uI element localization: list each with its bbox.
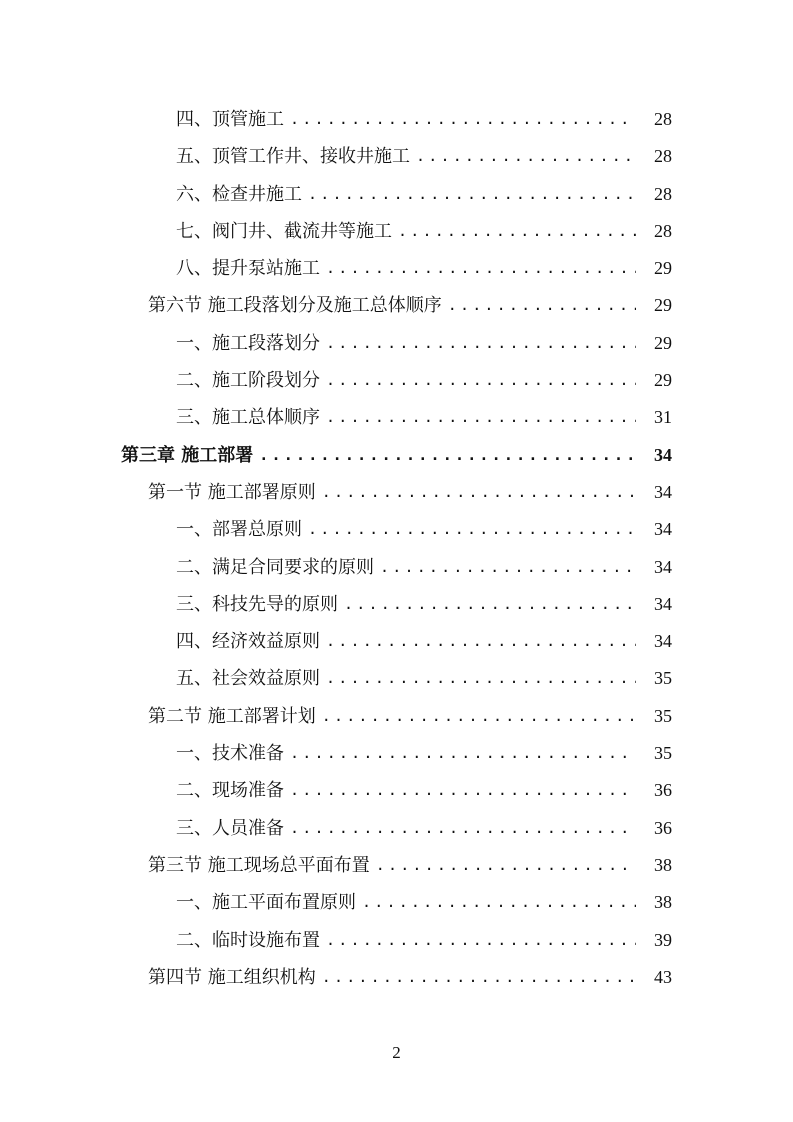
toc-dot-leader: [290, 772, 636, 809]
page-number: 2: [392, 1043, 401, 1062]
toc-entry-title: 第四节 施工组织机构: [148, 966, 316, 988]
toc-entry-title: 三、人员准备: [176, 817, 284, 839]
toc-entry-page: 29: [654, 295, 672, 316]
toc-entry-title: 四、经济效益原则: [176, 631, 320, 653]
toc-entry-page: 38: [654, 892, 672, 913]
toc-entry[interactable]: [0, 437, 793, 474]
toc-entry[interactable]: [0, 922, 793, 959]
toc-entry-page: 28: [654, 183, 672, 204]
toc-entry-title: 三、施工总体顺序: [176, 407, 320, 429]
toc-dot-leader: [448, 287, 636, 324]
toc-dot-leader: [326, 250, 636, 287]
toc-entry-page: 34: [654, 631, 672, 652]
toc-entry[interactable]: [0, 176, 793, 213]
toc-entry-page: 29: [654, 332, 672, 353]
table-of-contents: [0, 101, 793, 996]
toc-dot-leader: [322, 959, 636, 996]
toc-dot-leader: [322, 474, 636, 511]
toc-entry-page: 36: [654, 780, 672, 801]
toc-entry[interactable]: [0, 474, 793, 511]
toc-entry-title: 一、部署总原则: [176, 519, 302, 541]
toc-dot-leader: [290, 735, 636, 772]
toc-dot-leader: [344, 586, 636, 623]
toc-entry-title: 七、阀门井、截流井等施工: [176, 220, 392, 242]
toc-entry-page: 31: [654, 407, 672, 428]
toc-dot-leader: [398, 213, 636, 250]
toc-entry-title: 一、技术准备: [176, 743, 284, 765]
toc-entry-title: 第三节 施工现场总平面布置: [148, 854, 370, 876]
toc-entry[interactable]: [0, 101, 793, 138]
toc-entry[interactable]: [0, 810, 793, 847]
toc-dot-leader: [326, 660, 636, 697]
toc-entry[interactable]: [0, 735, 793, 772]
toc-entry-page: 34: [654, 481, 672, 502]
toc-entry-page: 29: [654, 370, 672, 391]
toc-entry-page: 34: [654, 519, 672, 540]
toc-entry-title: 八、提升泵站施工: [176, 258, 320, 280]
toc-entry[interactable]: [0, 884, 793, 921]
toc-entry-title: 第三章 施工部署: [121, 444, 254, 466]
toc-dot-leader: [322, 698, 636, 735]
toc-entry[interactable]: [0, 213, 793, 250]
toc-entry[interactable]: [0, 586, 793, 623]
toc-entry-title: 五、社会效益原则: [176, 668, 320, 690]
toc-dot-leader: [326, 623, 636, 660]
toc-entry-title: 第六节 施工段落划分及施工总体顺序: [148, 295, 442, 317]
toc-entry-page: 35: [654, 743, 672, 764]
toc-entry-page: 34: [654, 593, 672, 614]
toc-dot-leader: [290, 101, 636, 138]
toc-entry-title: 四、顶管施工: [176, 109, 284, 130]
toc-entry[interactable]: [0, 138, 793, 175]
toc-entry[interactable]: [0, 511, 793, 548]
toc-entry-title: 第一节 施工部署原则: [148, 481, 316, 503]
toc-dot-leader: [326, 399, 636, 436]
toc-dot-leader: [259, 437, 636, 474]
toc-entry[interactable]: [0, 549, 793, 586]
toc-entry-page: 39: [654, 929, 672, 950]
toc-entry-title: 二、临时设施布置: [176, 929, 320, 951]
toc-entry[interactable]: [0, 287, 793, 324]
toc-entry[interactable]: [0, 623, 793, 660]
toc-entry-title: 一、施工平面布置原则: [176, 892, 356, 914]
toc-entry-title: 二、施工阶段划分: [176, 370, 320, 392]
toc-dot-leader: [416, 138, 636, 175]
toc-dot-leader: [290, 810, 636, 847]
toc-dot-leader: [380, 549, 636, 586]
toc-entry-title: 五、顶管工作井、接收井施工: [176, 146, 410, 168]
toc-entry[interactable]: [0, 772, 793, 809]
toc-entry[interactable]: [0, 660, 793, 697]
toc-entry-page: 36: [654, 817, 672, 838]
toc-entry-page: 35: [654, 668, 672, 689]
toc-entry-title: 一、施工段落划分: [176, 332, 320, 354]
toc-entry[interactable]: [0, 362, 793, 399]
toc-dot-leader: [326, 325, 636, 362]
toc-entry-title: 六、检查井施工: [176, 183, 302, 205]
toc-dot-leader: [362, 884, 636, 921]
toc-entry-page: 43: [654, 966, 672, 987]
toc-entry-page: 34: [654, 444, 672, 465]
toc-dot-leader: [308, 176, 636, 213]
toc-entry[interactable]: [0, 959, 793, 996]
toc-entry[interactable]: [0, 325, 793, 362]
toc-entry-page: 28: [654, 220, 672, 241]
toc-entry-page: 38: [654, 854, 672, 875]
toc-dot-leader: [326, 922, 636, 959]
toc-entry[interactable]: [0, 250, 793, 287]
toc-dot-leader: [376, 847, 636, 884]
toc-entry-page: 34: [654, 556, 672, 577]
toc-entry-title: 第二节 施工部署计划: [148, 705, 316, 727]
toc-entry-title: 三、科技先导的原则: [176, 593, 338, 615]
toc-dot-leader: [308, 511, 636, 548]
toc-entry-page: 28: [654, 146, 672, 167]
toc-entry[interactable]: [0, 698, 793, 735]
toc-entry[interactable]: [0, 847, 793, 884]
toc-entry-title: 二、现场准备: [176, 780, 284, 802]
toc-entry-title: 二、满足合同要求的原则: [176, 556, 374, 578]
toc-dot-leader: [326, 362, 636, 399]
toc-entry-page: 28: [654, 109, 672, 129]
toc-entry-page: 29: [654, 258, 672, 279]
toc-entry[interactable]: [0, 399, 793, 436]
toc-entry-page: 35: [654, 705, 672, 726]
